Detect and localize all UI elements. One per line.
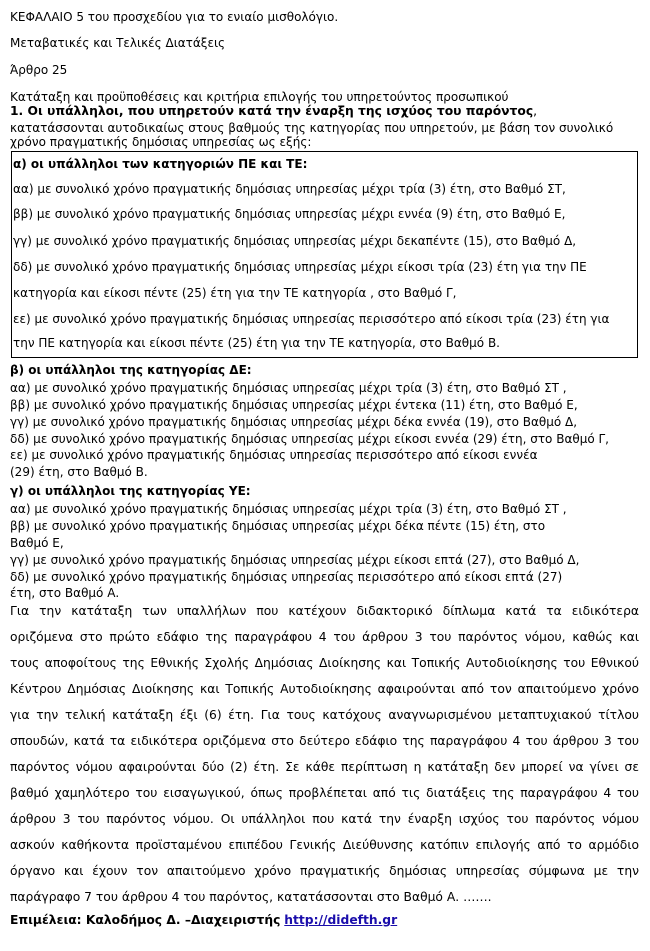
category-a-item: κατηγορία και είκοσι πέντε (25) έτη για την ΤΕ κατηγορία , στο Βαθμό Γ, <box>13 286 457 300</box>
category-b-item: εε) με συνολικό χρόνο πραγματικής δημόσιας υπηρεσίας περισσότερο από είκοσι εννέα <box>10 448 538 462</box>
category-a-item: δδ) με συνολικό χρόνο πραγματικής δημόσιας υπηρεσίας μέχρι είκοσι τρία (23) έτη για την ΠΕ <box>13 260 587 274</box>
closing-paragraph-line: παρόντος νόμου αφαιρούνται δύο (2) έτη. Σε κάθε περίπτωση η κατάταξη δεν μπορεί να γίνει σε <box>10 760 639 774</box>
closing-paragraph-line: για την τελική κατάταξη έξι (6) έτη. Για τους κατόχους αναγνωρισμένου μεταπτυχιακού τίτλου <box>10 708 639 722</box>
category-c-heading: γ) οι υπάλληλοι της κατηγορίας ΥΕ: <box>10 484 251 498</box>
category-a-item: γγ) με συνολικό χρόνο πραγματικής δημόσιας υπηρεσίας μέχρι δεκαπέντε (15), στο Βαθμό Δ, <box>13 234 577 248</box>
paragraph-1-bold: 1. Οι υπάλληλοι, που υπηρετούν κατά την έναρξη της ισχύος του παρόντος <box>10 104 534 118</box>
closing-paragraph-line: οριζόμενα στο πρώτο εδάφιο της παραγράφου 4 του άρθρου 3 του παρόντος νόμου, καθώς και <box>10 630 639 644</box>
paragraph-1-comma: , <box>533 104 538 118</box>
category-b-item: δδ) με συνολικό χρόνο πραγματικής δημόσιας υπηρεσίας μέχρι είκοσι εννέα (29) έτη, στο Βαθμό Γ, <box>10 432 609 446</box>
article-title: Κατάταξη και προϋποθέσεις και κριτήρια επιλογής του υπηρετούντος προσωπικού <box>10 90 509 104</box>
category-c-item: Βαθμό Ε, <box>10 536 64 550</box>
section-subtitle: Μεταβατικές και Τελικές Διατάξεις <box>10 36 226 50</box>
closing-paragraph-line: βαθμό χαμηλότερο του εισαγωγικού, όπως προβλέπεται από τις διατάξεις της παραγράφου 4 του <box>10 786 639 800</box>
footer-label: Επιμέλεια: Καλοδήμος Δ. –Διαχειριστής <box>10 913 281 927</box>
closing-paragraph-line: όργανο και έχουν τον απαιτούμενο χρόνο πραγματικής δημόσιας υπηρεσίας σύμφωνα με την <box>10 864 639 878</box>
paragraph-1-intro <box>10 104 537 118</box>
closing-paragraph-line: άρθρου 3 του παρόντος νόμου. Οι υπάλληλοι που κατά την έναρξη ισχύος του παρόντος νόμου <box>10 812 639 826</box>
closing-paragraph-line: Για την κατάταξη των υπαλλήλων που κατέχουν διδακτορικό δίπλωμα κατά τα ειδικότερα <box>10 604 639 618</box>
category-c-item: ββ) με συνολικό χρόνο πραγματικής δημόσιας υπηρεσίας μέχρι δέκα πέντε (15) έτη, στο <box>10 519 546 533</box>
category-b-heading: β) οι υπάλληλοι της κατηγορίας ΔΕ: <box>10 363 252 377</box>
closing-paragraph-line: τους αποφοίτους της Εθνικής Σχολής Δημόσιας Διοίκησης και Τοπικής Αυτοδιοίκησης του Εθνικού <box>10 656 639 670</box>
category-c-item: δδ) με συνολικό χρόνο πραγματικής δημόσιας υπηρεσίας περισσότερο από είκοσι επτά (27) <box>10 570 563 584</box>
category-c-item: αα) με συνολικό χρόνο πραγματικής δημόσιας υπηρεσίας μέχρι τρία (3) έτη, στο Βαθμό ΣΤ , <box>10 502 567 516</box>
category-c-item: έτη, στο Βαθμό Α. <box>10 586 120 600</box>
closing-paragraph-line: σπουδών, κατά τα ειδικότερα οριζόμενα στο δεύτερο εδάφιο της παραγράφου 4 του άρθρου 3 του <box>10 734 639 748</box>
category-b-item: αα) με συνολικό χρόνο πραγματικής δημόσιας υπηρεσίας μέχρι τρία (3) έτη, στο Βαθμό ΣΤ , <box>10 381 567 395</box>
category-a-item: αα) με συνολικό χρόνο πραγματικής δημόσιας υπηρεσίας μέχρι τρία (3) έτη, στο Βαθμό ΣΤ, <box>13 182 566 196</box>
category-b-item: γγ) με συνολικό χρόνο πραγματικής δημόσιας υπηρεσίας μέχρι δέκα εννέα (19), στο Βαθμό Δ, <box>10 415 578 429</box>
paragraph-1-line: χρόνο πραγματικής δημόσιας υπηρεσίας ως εξής: <box>10 135 312 149</box>
category-a-item: την ΠΕ κατηγορία και είκοσι πέντε (25) έτη για την ΤΕ κατηγορία, στο Βαθμό Β. <box>13 336 500 350</box>
category-a-item: εε) με συνολικό χρόνο πραγματικής δημόσιας υπηρεσίας περισσότερο από είκοσι τρία (23) έτη για <box>13 312 610 326</box>
footer <box>10 913 397 927</box>
footer-link[interactable]: http://didefth.gr <box>284 913 398 927</box>
category-a-heading: α) οι υπάλληλοι των κατηγοριών ΠΕ και ΤΕ: <box>13 157 308 171</box>
article-number: Άρθρο 25 <box>10 63 68 77</box>
chapter-title: ΚΕΦΑΛΑΙΟ 5 του προσχεδίου για το ενιαίο μισθολόγιο. <box>10 10 339 24</box>
closing-paragraph-line: ασκούν καθήκοντα προϊσταμένου επιπέδου Γενικής Διεύθυνσης κατόπιν επιλογής από το αρμόδιο <box>10 838 639 852</box>
category-c-item: γγ) με συνολικό χρόνο πραγματικής δημόσιας υπηρεσίας μέχρι είκοσι επτά (27), στο Βαθμό Δ, <box>10 553 580 567</box>
paragraph-1-line: κατατάσσονται αυτοδικαίως στους βαθμούς της κατηγορίας που υπηρετούν, με βάση τον συνολικό <box>10 121 614 135</box>
category-b-item: (29) έτη, στο Βαθμό Β. <box>10 465 148 479</box>
closing-paragraph-line: Κέντρου Δημόσιας Διοίκησης και Τοπικής Αυτοδιοίκησης αφαιρούνται από τον απαιτούμενο χρόνο <box>10 682 639 696</box>
closing-paragraph-line: παράγραφο 7 του άρθρου 4 του παρόντος, κατατάσσονται στο Βαθμό Α. ……. <box>10 890 492 904</box>
category-b-item: ββ) με συνολικό χρόνο πραγματικής δημόσιας υπηρεσίας μέχρι έντεκα (11) έτη, στο Βαθμό Ε, <box>10 398 578 412</box>
category-a-item: ββ) με συνολικό χρόνο πραγματικής δημόσιας υπηρεσίας μέχρι εννέα (9) έτη, στο Βαθμό Ε, <box>13 207 566 221</box>
